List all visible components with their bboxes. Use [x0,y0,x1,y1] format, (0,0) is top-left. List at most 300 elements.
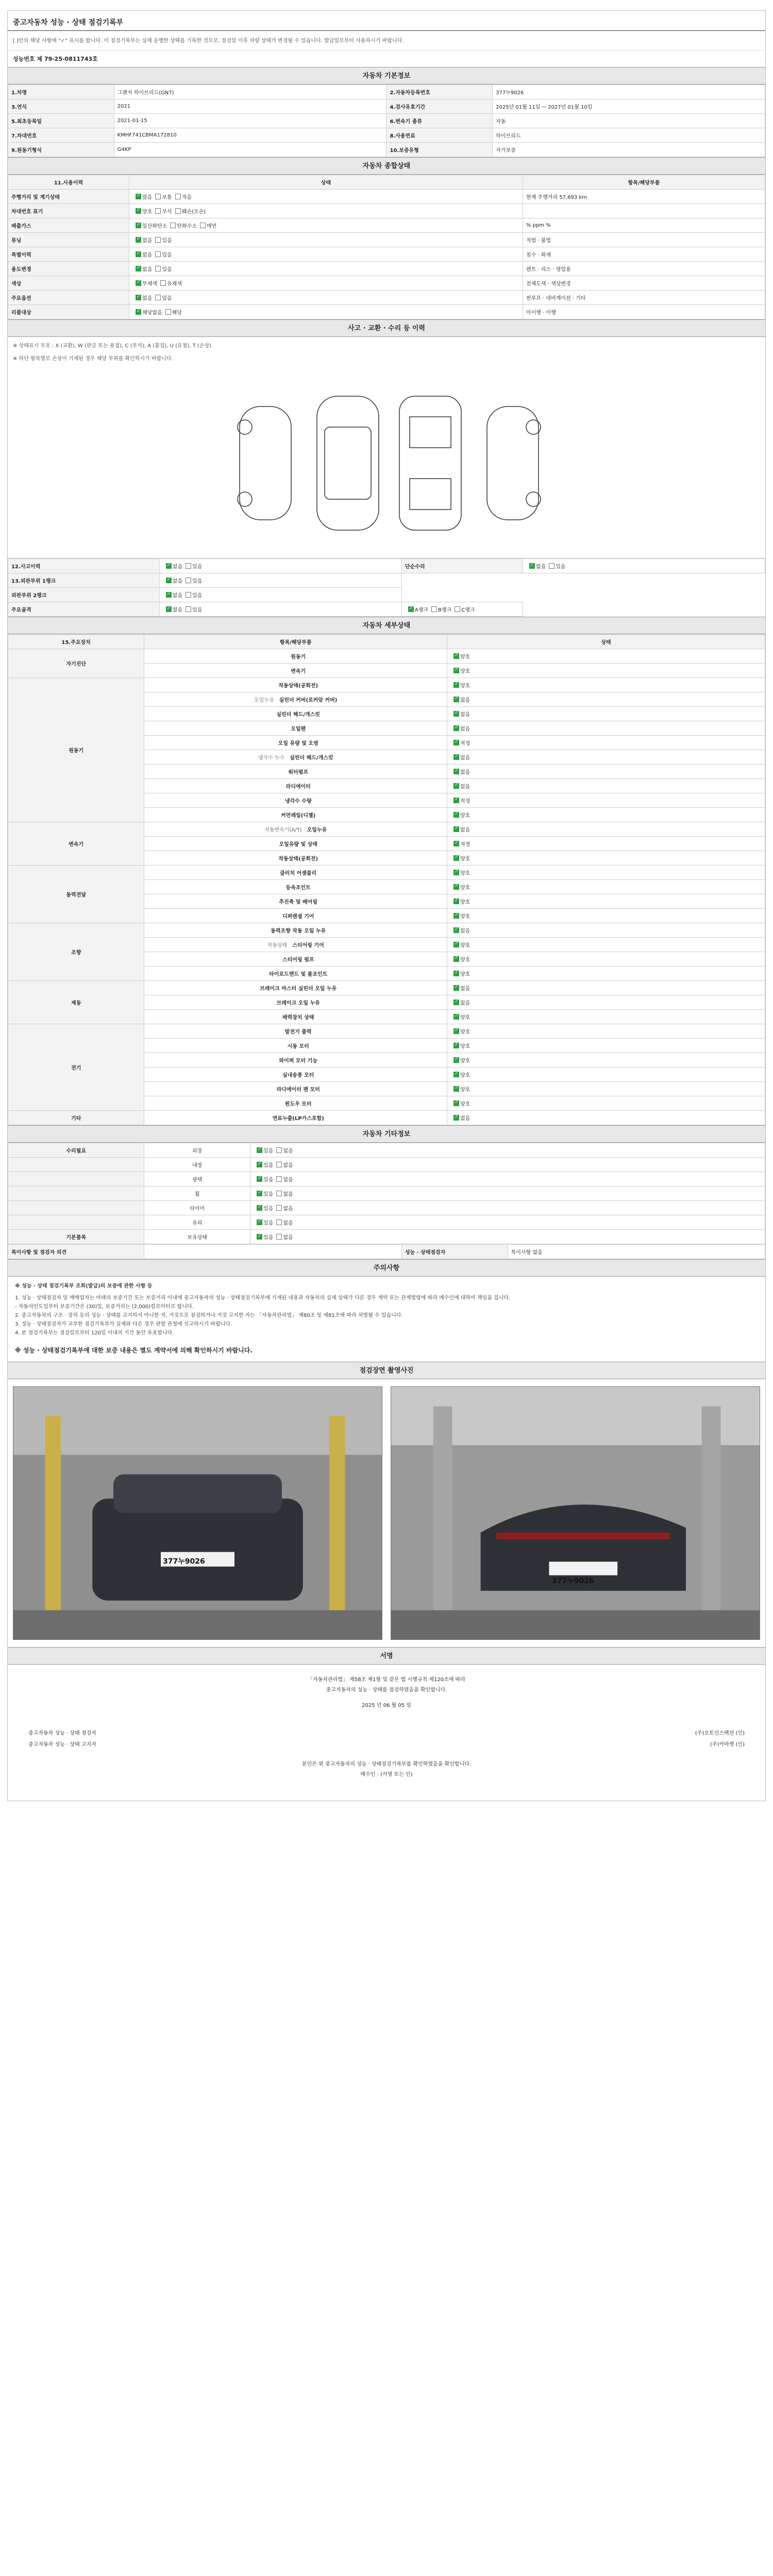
detail-part: 추진축 및 베어링 [279,900,317,905]
basic-label: 10.보증유형 [386,143,493,157]
sign-statement-1: 「자동차관리법」 제58조 제1항 및 같은 법 시행규칙 제120조에 따라 [308,1677,465,1683]
checkbox[interactable] [186,563,191,569]
checkbox-label: B랭크 [438,607,452,613]
table-row [8,1024,765,1039]
detail-subgroup: 냉각수 누수 [258,755,285,761]
detail-part: 동력조향 작동 오일 누유 [271,928,326,934]
checkbox-label: 적정 [460,741,470,747]
detail-group: 변속기 [8,822,144,866]
general-extra: 침수 · 화재 [523,247,765,262]
checkbox-label: 있음 [263,1221,274,1226]
general-label: 차대번호 표기 [8,204,129,218]
checkbox[interactable] [276,1191,282,1196]
checkbox-label: 없음 [460,986,470,992]
checkbox-label: 없음 [283,1235,293,1241]
checkbox[interactable] [453,1014,459,1020]
detail-item [144,1010,447,1024]
section-basic-title: 자동차 기본정보 [8,67,765,84]
inspection-document [7,10,766,1801]
notes-line: 2. 중고자동차의 구조 · 장치 등의 성능 · 상태를 고지하지 아니한 자, 거짓으로 점검하거나 거짓 고지한 자는 「자동차관리법」 제80조 및 제81조에 따라 처벌될 수 있습니다. [15,1313,403,1318]
detail-item [144,967,447,981]
general-extra: 미이행 · 이행 [523,305,765,319]
detail-state [447,736,765,750]
checkbox[interactable] [257,1205,262,1211]
checkbox-label: 훼손(오손) [181,209,206,215]
detail-item [144,1096,447,1111]
checkbox[interactable] [453,783,459,789]
checkbox[interactable] [453,913,459,919]
checkbox[interactable] [529,563,535,569]
detail-item [144,1039,447,1053]
checkbox-label: 없음 [172,607,183,613]
options-table [8,1143,765,1244]
checkbox[interactable] [276,1205,282,1211]
checkbox[interactable] [165,309,171,315]
general-choice [129,233,523,247]
checkbox[interactable] [453,740,459,745]
options-group [8,1215,144,1230]
checkbox[interactable] [276,1147,282,1153]
checkbox-label: 있음 [192,564,203,570]
options-item: 광택 [144,1172,250,1187]
basic-label: 2.자동차등록번호 [386,85,493,99]
checkbox-label: 양호 [460,900,470,905]
detail-state [447,808,765,822]
checkbox-label: 없음 [283,1177,293,1183]
options-group [8,1187,144,1201]
detail-part: 실내송풍 모터 [282,1073,314,1078]
detail-state [447,779,765,793]
checkbox-label: C랭크 [461,607,475,613]
document-number-value: 79-25-0811743호 [44,56,98,62]
detail-item [144,851,447,866]
document-title: 중고자동차 성능 · 상태 점검기록부 [8,11,765,31]
car-rear-photo-icon [391,1387,760,1639]
detail-state [447,707,765,721]
checkbox-label: 탄화수소 [177,224,197,229]
checkbox[interactable] [155,266,161,272]
basic-value: 그랜저 하이브리드(GN7) [114,85,386,99]
detail-part: 라디에이터 [285,784,311,790]
options-choice [250,1230,765,1244]
detail-item [144,923,447,938]
table-row [8,1111,765,1125]
checkbox-label: 양호 [460,669,470,674]
checkbox-label: 있음 [556,564,566,570]
checkbox[interactable] [160,280,166,286]
checkbox[interactable] [276,1162,282,1167]
options-choice [250,1172,765,1187]
checkbox[interactable] [453,942,459,947]
detail-item [144,1111,447,1125]
detail-state [447,1053,765,1067]
section-general-title: 자동차 종합상태 [8,157,765,175]
basic-label: 5.최초등록일 [8,114,114,128]
detail-state [447,909,765,923]
table-row [8,305,765,319]
options-group [8,1172,144,1187]
checkbox[interactable] [155,208,161,214]
checkbox[interactable] [453,653,459,659]
detail-part: 윈도우 모터 [284,1101,312,1107]
detail-part: 연료누출(LP가스포함) [272,1116,324,1122]
checkbox[interactable] [186,592,191,598]
detail-group: 전기 [8,1024,144,1111]
checkbox[interactable] [453,798,459,803]
checkbox[interactable] [155,251,161,257]
checkbox-label: 없음 [460,755,470,761]
checkbox[interactable] [136,309,141,315]
options-group [8,1201,144,1215]
checkbox[interactable] [453,668,459,673]
checkbox[interactable] [170,223,176,228]
checkbox-label: 보통 [162,195,172,200]
checkbox[interactable] [453,971,459,976]
checkbox-label: 없음 [172,564,183,570]
detail-subgroup: 자동변속기(A/T) [264,827,302,833]
checkbox[interactable] [453,1086,459,1092]
checkbox-label: 양호 [460,914,470,920]
checkbox[interactable] [136,295,141,300]
checkbox-label: 적음 [181,195,192,200]
checkbox[interactable] [455,606,460,612]
detail-subgroup: 작동상태 [267,943,288,948]
options-choice [250,1158,765,1172]
damage-choice [159,602,401,617]
detail-part: 변속기 [291,669,306,674]
general-label: 색상 [8,276,129,291]
checkbox[interactable] [136,251,141,257]
detail-item [144,721,447,736]
detail-header: 상태 [447,635,765,649]
detail-item [144,1024,447,1039]
checkbox-label: 없음 [142,252,153,258]
detail-state [447,765,765,779]
checkbox-label: A랭크 [414,607,429,613]
detail-state [447,649,765,664]
detail-item [144,707,447,721]
checkbox-label: 양호 [460,654,470,660]
detail-part: 시동 모터 [287,1044,309,1049]
detail-part: 실린더 커버(로커암 커버) [279,698,338,703]
inspector-label: 성능 · 상태점검자 [401,1245,508,1259]
checkbox[interactable] [453,1057,459,1063]
detail-item [144,649,447,664]
checkbox-label: 없음 [142,267,153,273]
checkbox[interactable] [155,237,161,243]
checkbox[interactable] [175,208,181,214]
table-row [8,262,765,276]
checkbox[interactable] [453,711,459,717]
general-label: 주행거리 및 계기상태 [8,190,129,204]
checkbox[interactable] [166,592,172,598]
general-header: 상태 [129,175,523,190]
checkbox[interactable] [257,1176,262,1182]
damage-label: 주요골격 [8,602,160,617]
detail-part: 작동상태(공회전) [278,856,318,862]
detail-item [144,894,447,909]
detail-part: 등속조인트 [285,885,311,891]
checkbox[interactable] [431,606,437,612]
general-label: 용도변경 [8,262,129,276]
car-front-photo-icon [13,1387,382,1639]
notes-heading: ※ 성능 · 상태 점검기록부 조회(발급)의 보증에 관한 사항 등 [15,1283,153,1289]
detail-state [447,822,765,837]
checkbox[interactable] [453,985,459,991]
general-label: 주요옵션 [8,291,129,305]
table-row [8,1143,765,1158]
checkbox-label: 있음 [192,579,203,584]
receipt-area [8,1749,765,1801]
table-row [8,1158,765,1172]
checkbox[interactable] [453,956,459,962]
damage-label: 외판부위 2랭크 [8,588,160,602]
checkbox-label: 없음 [172,579,183,584]
notes-emphasis: ※ 성능 · 상태점검기록부에 대한 보증 내용은 별도 계약서에 의해 확인하시기 바랍니다. [15,1347,253,1354]
detail-item [144,938,447,952]
basic-label: 1.차명 [8,85,114,99]
damage-choice [401,602,523,617]
general-label: 리콜대상 [8,305,129,319]
checkbox-label: 없음 [283,1206,293,1212]
detail-part: 냉각수 수량 [284,799,312,804]
basic-label: 6.변속기 종류 [386,114,493,128]
options-item: 타이어 [144,1201,250,1215]
detail-state [447,664,765,678]
checkbox[interactable] [155,194,161,199]
checkbox[interactable] [453,870,459,875]
checkbox[interactable] [136,223,141,228]
notes-block [8,1277,765,1343]
checkbox-label: 많음 [142,195,153,200]
checkbox[interactable] [186,606,191,612]
checkbox[interactable] [453,725,459,731]
detail-item [144,692,447,707]
checkbox[interactable] [186,578,191,583]
detail-group: 원동기 [8,678,144,822]
checkbox[interactable] [276,1234,282,1240]
table-row [8,678,765,692]
general-label: 배출가스 [8,218,129,233]
checkbox-label: 있음 [263,1148,274,1154]
checkbox-label: 매연 [206,224,217,229]
checkbox[interactable] [166,563,172,569]
detail-part: 브레이크 오일 누유 [276,1001,320,1006]
checkbox[interactable] [136,266,141,272]
checkbox[interactable] [136,194,141,199]
checkbox[interactable] [257,1191,262,1196]
checkbox[interactable] [453,999,459,1005]
general-choice [129,305,523,319]
detail-part: 라디에이터 팬 모터 [276,1087,320,1093]
detail-state [447,692,765,707]
table-row [8,573,765,588]
checkbox[interactable] [136,237,141,243]
checkbox[interactable] [453,754,459,760]
detail-state [447,793,765,808]
checkbox[interactable] [175,194,181,199]
detail-group: 자기진단 [8,649,144,678]
detail-part: 디퍼렌셜 기어 [282,914,314,920]
detail-state [447,1082,765,1096]
detail-item [144,822,447,837]
checkbox[interactable] [453,899,459,904]
checkbox[interactable] [408,606,414,612]
checkbox[interactable] [453,1043,459,1048]
general-choice [129,218,523,233]
front-plate-text: 377누9026 [163,1557,205,1566]
general-choice [129,204,523,218]
detail-group: 조향 [8,923,144,981]
checkbox[interactable] [200,223,206,228]
detail-header: 항목/해당부품 [144,635,447,649]
checkbox-label: 양호 [460,1044,470,1049]
checkbox[interactable] [257,1147,262,1153]
checkbox[interactable] [257,1219,262,1225]
options-group: 수리필요 [8,1143,144,1158]
checkbox-label: 있음 [263,1235,274,1241]
checkbox[interactable] [453,884,459,890]
table-row [8,85,765,99]
general-extra: 현재 주행거리 57,693 km [523,190,765,204]
detail-item [144,765,447,779]
checkbox[interactable] [453,769,459,774]
checkbox[interactable] [453,812,459,818]
checkbox-label: 양호 [460,1101,470,1107]
detail-part: 배력장치 상태 [282,1015,314,1021]
detail-state [447,1096,765,1111]
detail-state [447,1010,765,1024]
inspector-sign-row [8,1726,765,1738]
checkbox-label: 없음 [460,827,470,833]
table-row [8,1215,765,1230]
checkbox[interactable] [453,927,459,933]
checkbox[interactable] [136,280,141,286]
photo-row [8,1379,765,1647]
checkbox[interactable] [155,295,161,300]
buyer-sign: 매수인 : (서명 또는 인) [360,1772,413,1777]
checkbox-label: 없음 [460,928,470,934]
detail-part: 와이퍼 모터 기능 [279,1058,317,1064]
damage-choice [523,559,765,573]
checkbox[interactable] [453,1072,459,1077]
receipt-text: 본인은 위 중고자동차의 성능 · 상태점검기록부를 확인하였음을 확인합니다. [301,1761,472,1767]
table-row [8,204,765,218]
table-row [8,276,765,291]
checkbox[interactable] [166,606,172,612]
checkbox-label: 없음 [283,1148,293,1154]
basic-label: 9.원동기형식 [8,143,114,157]
checkbox-label: 해당없음 [142,310,162,316]
checkbox-label: 없음 [460,698,470,703]
detail-subgroup: 오일누유 [254,698,274,703]
checkbox[interactable] [453,826,459,832]
basic-info-table [8,84,765,157]
detail-group: 기타 [8,1111,144,1125]
checkbox[interactable] [257,1234,262,1240]
damage-legend: ※ 상태표시 부호 : X (교환), W (판금 또는 용접), C (부식), A (흠집), U (요철), T (손상) [13,343,212,349]
checkbox[interactable] [549,563,554,569]
table-row [8,981,765,995]
car-diagram-icon [229,386,549,540]
options-choice [250,1143,765,1158]
checkbox-label: 양호 [460,957,470,963]
notes-line: - 자동차인도일부터 보증기간은 (30)일, 보증거리는 (2,000)킬로미터로 합니다. [15,1304,194,1310]
table-row [8,291,765,305]
general-extra: 렌트 · 리스 · 영업용 [523,262,765,276]
checkbox-label: 양호 [460,1087,470,1093]
detail-item [144,664,447,678]
sign-date: 2025 년 06 월 05 일 [362,1703,411,1708]
notes-line: 1. 성능 · 상태점검자 및 매매업자는 아래의 보증기간 또는 보증거리 이내에 중고자동차의 성능 · 상태점검기록부에 기재된 내용과 자동차의 실제 상태가 다른 경우 계약 또는 관계법령에 따라 매수인에 대하여 책임을 집니다. [15,1295,511,1301]
general-extra: 전체도색 · 색상변경 [523,276,765,291]
checkbox-label: 있음 [192,607,203,613]
detail-item [144,880,447,894]
checkbox-label: 적정 [460,842,470,848]
table-row [8,1201,765,1215]
opinion-value [144,1245,401,1259]
detail-group: 동력전달 [8,866,144,923]
table-row [8,1172,765,1187]
checkbox[interactable] [453,697,459,702]
checkbox-label: 양호 [460,1058,470,1064]
inspector-sign-value: (주)오토인스펙션 (인) [695,1730,745,1736]
options-item: 유리 [144,1215,250,1230]
checkbox[interactable] [257,1162,262,1167]
detail-part: 스티어링 기어 [292,943,324,948]
checkbox-label: 양호 [460,972,470,977]
detail-part: 워터펌프 [288,770,309,775]
sign-area [8,1665,765,1726]
checkbox-label: 없음 [460,770,470,775]
detail-part: 발전기 출력 [284,1029,312,1035]
options-item: 휠 [144,1187,250,1201]
checkbox[interactable] [276,1176,282,1182]
detail-state [447,750,765,765]
checkbox-label: 양호 [460,1073,470,1078]
checkbox[interactable] [276,1219,282,1225]
checkbox[interactable] [453,841,459,846]
table-row [8,114,765,128]
damage-note: ※ 하단 항목별로 손상이 기재된 경우 해당 부위를 확인하시기 바랍니다. [13,356,173,362]
document-number [8,50,765,67]
checkbox[interactable] [453,1028,459,1034]
general-extra: % ppm % [523,218,765,233]
checkbox-label: 있음 [162,296,172,301]
checkbox[interactable] [453,1115,459,1121]
detail-item [144,837,447,851]
detail-item [144,952,447,967]
detail-part: 클러치 어셈블리 [280,871,317,876]
table-row [8,143,765,157]
checkbox-label: 부식 [162,209,172,215]
checkbox[interactable] [136,208,141,214]
detail-part: 오일팬 [291,726,306,732]
detail-part: 스티어링 펌프 [282,957,314,963]
checkbox[interactable] [453,855,459,861]
section-photos-title: 점검장면 촬영사진 [8,1362,765,1379]
detail-state [447,1024,765,1039]
checkbox[interactable] [166,578,172,583]
detail-state [447,880,765,894]
detail-item [144,793,447,808]
checkbox[interactable] [453,682,459,688]
basic-label: 3.연식 [8,99,114,114]
checkbox-label: 없음 [460,712,470,718]
damage-label: 단순수리 [401,559,523,573]
detail-state [447,1067,765,1082]
checkbox[interactable] [453,1100,459,1106]
